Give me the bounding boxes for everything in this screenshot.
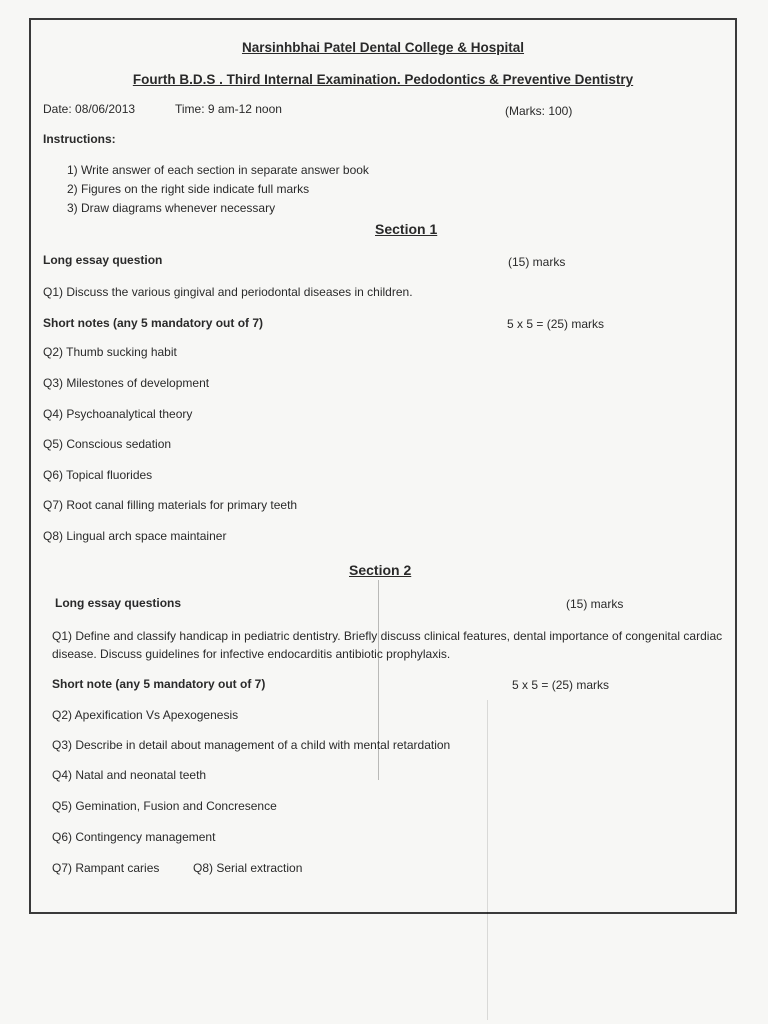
section-2-q1: Q1) Define and classify handicap in pediatric dentistry. Briefly discuss clinical features, dental importance of congenital cardiac disease. Discuss guidelines for infective endocarditis antibiotic prophylaxis.	[52, 629, 723, 661]
instruction-item: 3) Draw diagrams whenever necessary	[67, 201, 276, 215]
instructions-heading: Instructions:	[43, 132, 116, 146]
section-2-question: Q7) Rampant caries	[52, 861, 160, 875]
section-1-question: Q4) Psychoanalytical theory	[43, 407, 193, 421]
section-2-short-heading: Short note (any 5 mandatory out of 7)	[52, 677, 266, 691]
section-2-question: Q4) Natal and neonatal teeth	[52, 768, 207, 782]
section-2-question: Q6) Contingency management	[52, 830, 216, 844]
section-1-question: Q2) Thumb sucking habit	[43, 345, 177, 359]
paper-crease	[487, 700, 488, 1020]
exam-time: Time: 9 am-12 noon	[175, 102, 282, 116]
section-2-long-heading: Long essay questions	[55, 596, 182, 610]
section-1-short-heading: Short notes (any 5 mandatory out of 7)	[43, 316, 264, 330]
exam-date: Date: 08/06/2013	[43, 102, 136, 116]
section-1-long-marks: (15) marks	[508, 255, 566, 269]
section-1-q1: Q1) Discuss the various gingival and periodontal diseases in children.	[43, 285, 413, 299]
section-2-question: Q5) Gemination, Fusion and Concresence	[52, 799, 277, 813]
section-1-question: Q5) Conscious sedation	[43, 437, 172, 451]
section-2-title: Section 2	[349, 562, 412, 578]
section-2-question: Q8) Serial extraction	[193, 861, 303, 875]
section-1-question: Q8) Lingual arch space maintainer	[43, 529, 227, 543]
section-1-question: Q6) Topical fluorides	[43, 468, 153, 482]
section-1-long-heading: Long essay question	[43, 253, 163, 267]
section-2-question: Q2) Apexification Vs Apexogenesis	[52, 708, 239, 722]
instruction-item: 2) Figures on the right side indicate full marks	[67, 182, 310, 196]
section-1-question: Q3) Milestones of development	[43, 376, 210, 390]
total-marks: (Marks: 100)	[505, 104, 573, 118]
section-2-question: Q3) Describe in detail about management of a child with mental retardation	[52, 738, 451, 752]
section-2-long-marks: (15) marks	[566, 597, 624, 611]
instruction-item: 1) Write answer of each section in separate answer book	[67, 163, 369, 177]
section-1-short-marks: 5 x 5 = (25) marks	[507, 317, 605, 331]
section-1-question: Q7) Root canal filling materials for primary teeth	[43, 498, 298, 512]
section-1-title: Section 1	[375, 221, 438, 237]
exam-title: Fourth B.D.S . Third Internal Examination. Pedodontics & Preventive Dentistry	[132, 72, 634, 87]
section-2-short-marks: 5 x 5 = (25) marks	[512, 678, 610, 692]
college-name: Narsinhbhai Patel Dental College & Hospital	[241, 40, 525, 55]
